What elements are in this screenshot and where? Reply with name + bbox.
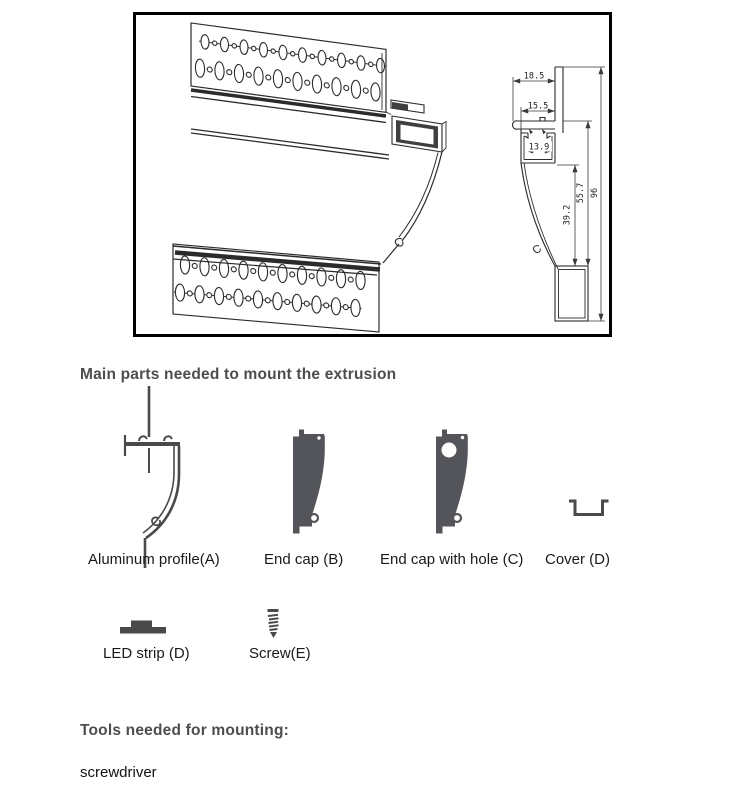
curved-face [383,152,442,263]
dim-width-inner: 13.9 [528,142,550,153]
part-label-screw: Screw(E) [249,645,311,662]
cover-icon [566,492,612,522]
dim-width-top: 18.5 [523,71,545,82]
dim-height-total: 96 [590,187,600,199]
dim-width-mid: 15.5 [527,101,549,112]
end-cap-with-hole-icon [429,423,481,538]
parts-heading: Main parts needed to mount the extrusion [80,366,397,383]
dim-height-lower: 39.2 [562,204,573,226]
technical-drawing-box [133,12,612,337]
end-cap-icon [286,423,338,538]
top-flange [191,23,387,112]
perspective-view [173,23,446,332]
screw-icon [262,605,284,643]
bottom-flange [173,244,379,332]
led-channel-perspective [386,100,446,152]
part-label-aluminum-profile: Aluminum profile(A) [88,551,220,568]
technical-drawing [136,15,609,334]
part-label-end-cap-with-hole: End cap with hole (C) [380,551,524,568]
part-label-led-strip: LED strip (D) [103,645,190,662]
tool-item-screwdriver: screwdriver [80,764,157,781]
aluminum-profile-icon [103,383,203,570]
dim-height-mid: 55.7 [576,182,586,204]
tools-heading: Tools needed for mounting: [80,722,289,739]
part-label-end-cap: End cap (B) [264,551,344,568]
led-strip-icon [118,617,168,637]
part-label-cover: Cover (D) [545,551,611,568]
